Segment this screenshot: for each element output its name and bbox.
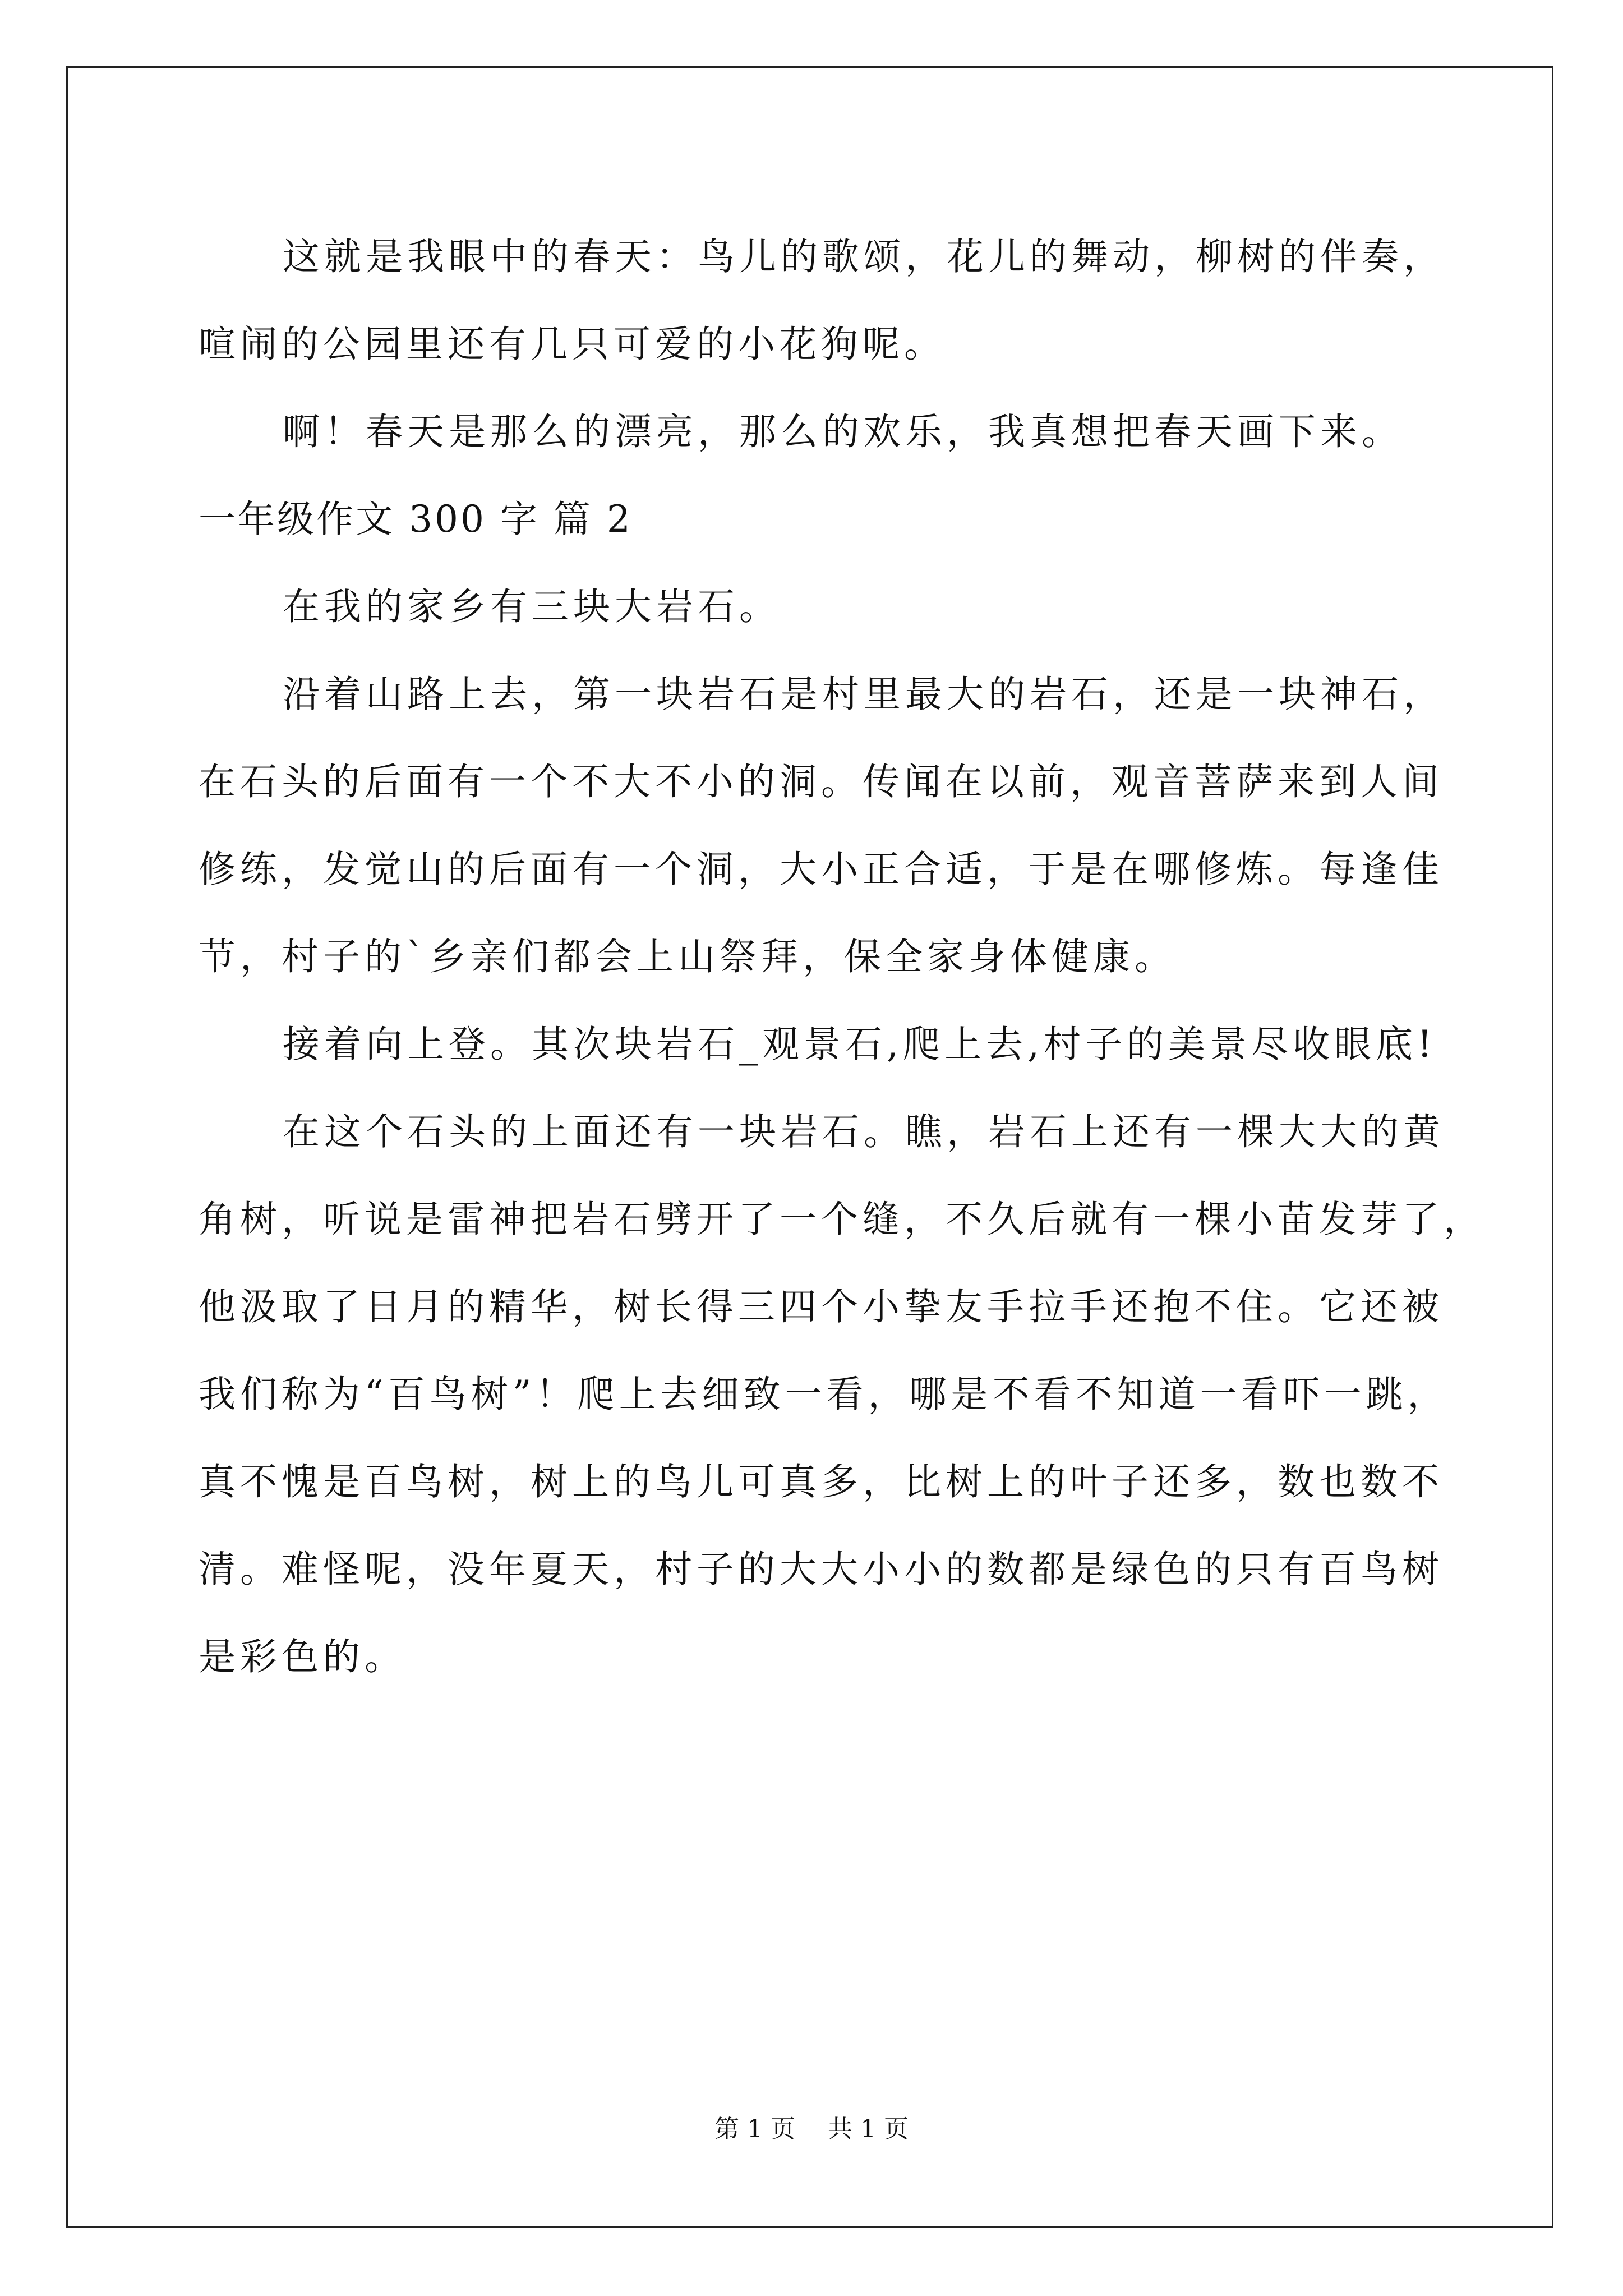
text-line: 接着向上登。其次块岩石_观景石,爬上去,村子的美景尽收眼底! xyxy=(283,1023,1437,1066)
text-line: 这就是我眼中的春天：鸟儿的歌颂，花儿的舞动，柳树的伴奏， xyxy=(283,235,1445,278)
text-line: 是彩色的。 xyxy=(199,1635,406,1678)
document-body xyxy=(199,213,1485,1701)
text-line: 他汲取了日月的精华，树长得三四个小挚友手拉手还抱不住。它还被 xyxy=(199,1285,1444,1328)
text-line: 啊！春天是那么的漂亮，那么的欢乐，我真想把春天画下来。 xyxy=(283,410,1403,453)
text-line: 真不愧是百鸟树，树上的鸟儿可真多，比树上的叶子还多，数也数不 xyxy=(199,1460,1444,1503)
text-line: 在石头的后面有一个不大不小的洞。传闻在以前，观音菩萨来到人间 xyxy=(199,760,1444,803)
text-line: 在这个石头的上面还有一块岩石。瞧，岩石上还有一棵大大的黄 xyxy=(283,1110,1445,1153)
text-line: 角树，听说是雷神把岩石劈开了一个缝，不久后就有一棵小苗发芽了， xyxy=(199,1198,1485,1241)
text-line: 节，村子的`乡亲们都会上山祭拜，保全家身体健康。 xyxy=(199,935,1176,978)
section-heading: 一年级作文 300 字 篇 2 xyxy=(199,498,633,541)
text-line: 修练，发觉山的后面有一个洞，大小正合适，于是在哪修炼。每逢佳 xyxy=(199,848,1444,891)
page-footer xyxy=(0,2113,1623,2146)
text-line: 清。难怪呢，没年夏天，村子的大大小小的数都是绿色的只有百鸟树 xyxy=(199,1548,1444,1591)
page-number: 第 1 页 xyxy=(714,2115,795,2143)
text-line: 我们称为“百鸟树”！爬上去细致一看，哪是不看不知道一看吓一跳， xyxy=(199,1373,1449,1416)
text-line: 喧闹的公园里还有几只可爱的小花狗呢。 xyxy=(199,323,946,366)
text-line: 在我的家乡有三块大岩石。 xyxy=(283,585,781,628)
page-total: 共 1 页 xyxy=(828,2115,909,2143)
text-line: 沿着山路上去，第一块岩石是村里最大的岩石，还是一块神石， xyxy=(283,673,1445,716)
